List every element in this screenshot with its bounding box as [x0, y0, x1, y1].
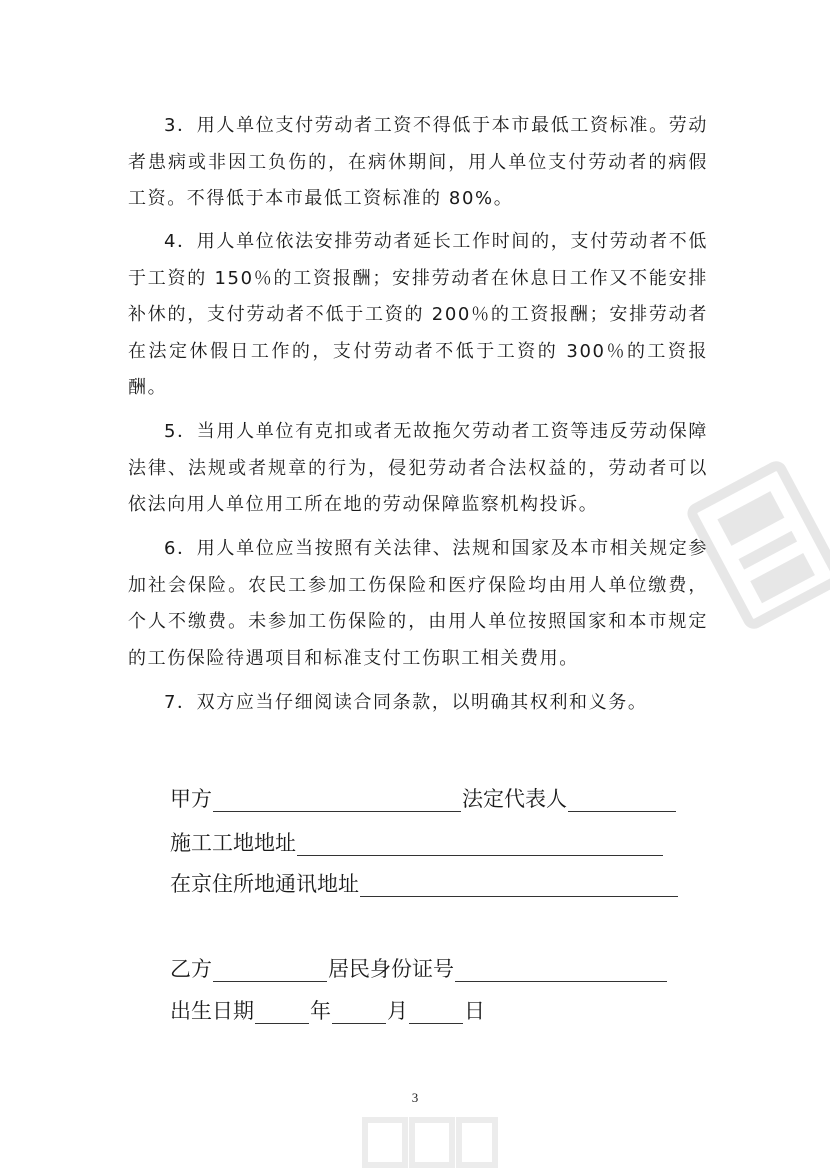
party-b-row	[170, 954, 668, 984]
birth-year-blank[interactable]	[255, 999, 309, 1024]
site-address-row	[170, 828, 664, 858]
id-number-blank[interactable]	[455, 957, 667, 982]
beijing-address-row	[170, 869, 679, 899]
legal-rep-label: 法定代表人	[462, 787, 567, 811]
birth-date-label: 出生日期	[170, 999, 254, 1023]
clause-5: 5．当用人单位有克扣或者无故拖欠劳动者工资等违反劳动保障法律、法规或者规章的行为，侵犯劳动者合法权益的，劳动者可以依法向用人单位用工所在地的劳动保障监察机构投诉。	[128, 421, 708, 515]
party-a-blank[interactable]	[213, 787, 461, 812]
site-address-blank[interactable]	[297, 831, 663, 856]
month-label: 月	[387, 999, 408, 1023]
birth-day-blank[interactable]	[409, 999, 463, 1024]
beijing-address-blank[interactable]	[360, 872, 678, 897]
clause-4: 4．用人单位依法安排劳动者延长工作时间的，支付劳动者不低于工资的 150％的工资报酬；安排劳动者在休息日工作又不能安排补休的，支付劳动者不低于工资的 200％的工资报酬；安排劳动者在法定休假日工作的，支付劳动者不低于工资的 300％的工资报酬。	[128, 231, 708, 398]
birth-month-blank[interactable]	[332, 999, 386, 1024]
site-address-label: 施工工地地址	[170, 831, 296, 855]
beijing-address-label: 在京住所地通讯地址	[170, 872, 359, 896]
day-label: 日	[464, 999, 485, 1023]
legal-rep-blank[interactable]	[568, 787, 676, 812]
party-a-row	[170, 784, 677, 814]
clause-7: 7．双方应当仔细阅读合同条款，以明确其权利和义务。	[164, 692, 648, 713]
party-b-label: 乙方	[170, 957, 212, 981]
clause-3: 3．用人单位支付劳动者工资不得低于本市最低工资标准。劳动者患病或非因工负伤的，在病休期间，用人单位支付劳动者的病假工资。不得低于本市最低工资标准的 80%。	[128, 115, 708, 209]
birth-date-row	[170, 996, 485, 1026]
page-number: 3	[411, 1090, 419, 1105]
party-b-blank[interactable]	[213, 957, 327, 982]
id-number-label: 居民身份证号	[328, 957, 454, 981]
year-label: 年	[310, 999, 331, 1023]
watermark-bottom-icon	[360, 1110, 500, 1170]
clause-6: 6．用人单位应当按照有关法律、法规和国家及本市相关规定参加社会保险。农民工参加工伤保险和医疗保险均由用人单位缴费，个人不缴费。未参加工伤保险的，由用人单位按照国家和本市规定的工伤保险待遇项目和标准支付工伤职工相关费用。	[128, 538, 708, 669]
party-a-label: 甲方	[170, 787, 212, 811]
